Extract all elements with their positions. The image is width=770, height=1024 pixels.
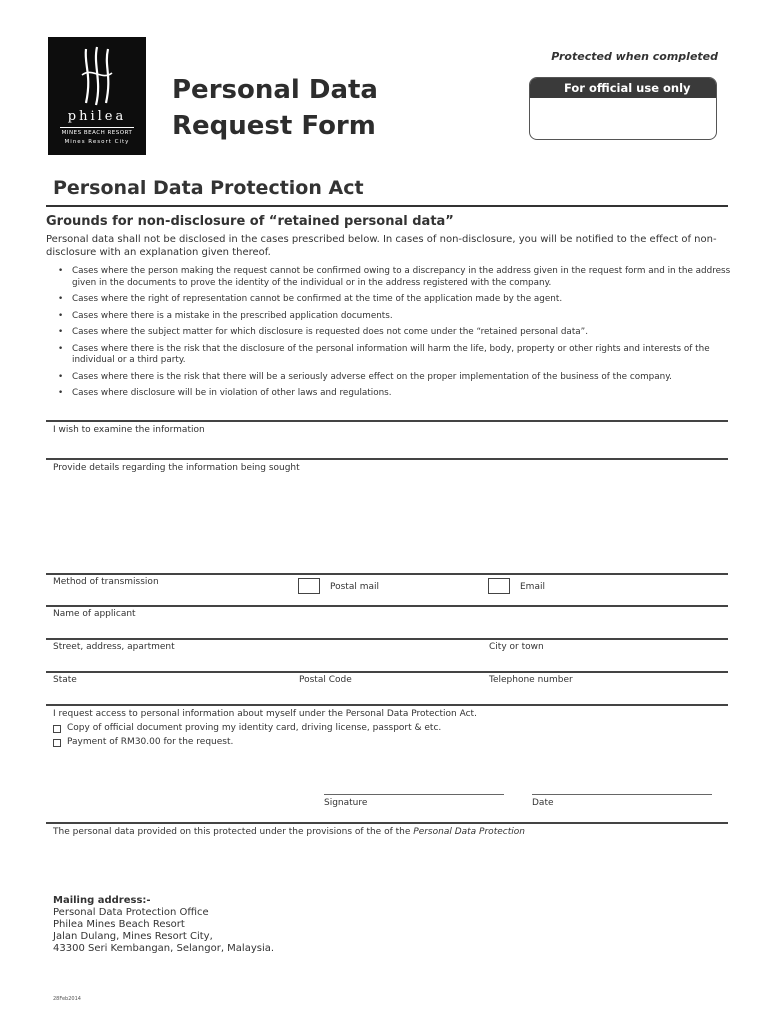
- mailing-line: Jalan Dulang, Mines Resort City,: [53, 931, 213, 942]
- section-divider: [46, 420, 728, 422]
- street-field[interactable]: [46, 653, 476, 669]
- act-title: Personal Data Protection Act: [53, 177, 364, 199]
- postal-mail-checkbox[interactable]: [298, 578, 320, 594]
- signature-line[interactable]: [324, 794, 504, 795]
- list-item: • Cases where the subject matter for which disclosure is requested does not come under the “retained personal data”.: [58, 327, 589, 337]
- phone-label: Telephone number: [489, 675, 573, 685]
- mailing-line: 43300 Seri Kembangan, Selangor, Malaysia.: [53, 943, 275, 954]
- identity-document-label: Copy of official document proving my identity card, driving license, passport & etc.: [67, 723, 442, 733]
- philea-logo: [48, 37, 146, 155]
- official-use-box: [529, 77, 717, 140]
- phone-field[interactable]: [486, 686, 728, 702]
- examine-label: I wish to examine the information: [53, 425, 205, 435]
- form-title-line2: Request Form: [172, 111, 376, 141]
- field-divider: [46, 704, 728, 706]
- examine-field[interactable]: [46, 438, 728, 456]
- street-label: Street, address, apartment: [53, 642, 175, 652]
- postal-mail-label: Postal mail: [330, 582, 379, 592]
- grounds-intro: Personal data shall not be disclosed in the cases prescribed below. In cases of non-disclosure, you will be notified to the effect of non-disclosure with an explanation given thereof.: [46, 234, 717, 258]
- field-divider: [46, 605, 728, 607]
- form-title: [172, 72, 378, 144]
- field-divider: [46, 822, 728, 824]
- date-line[interactable]: [532, 794, 712, 795]
- state-label: State: [53, 675, 77, 685]
- payment-checkbox[interactable]: [53, 739, 61, 747]
- form-title-line1: Personal Data: [172, 75, 378, 105]
- method-label: Method of transmission: [53, 577, 159, 587]
- field-divider: [46, 458, 728, 460]
- details-label: Provide details regarding the information being sought: [53, 463, 300, 473]
- philea-emblem-icon: [78, 45, 116, 107]
- field-divider: [46, 671, 728, 673]
- date-label: Date: [532, 798, 554, 808]
- email-label: Email: [520, 582, 545, 592]
- grounds-title: Grounds for non-disclosure of “retained personal data”: [46, 214, 454, 229]
- field-divider: [46, 638, 728, 640]
- logo-location: Mines Resort City: [64, 139, 130, 145]
- applicant-name-label: Name of applicant: [53, 609, 136, 619]
- logo-subtitle: MINES BEACH RESORT: [61, 130, 133, 136]
- list-item: • Cases where there is the risk that the disclosure of the personal information will harm the life, body, property or other rights and interests of the individual or a third party.: [58, 343, 710, 365]
- postcode-label: Postal Code: [299, 675, 352, 685]
- city-label: City or town: [489, 642, 544, 652]
- official-use-heading: For official use only: [530, 78, 716, 98]
- mailing-line: Philea Mines Beach Resort: [53, 919, 185, 930]
- city-field[interactable]: [486, 653, 728, 669]
- list-item: • Cases where disclosure will be in violation of other laws and regulations.: [58, 388, 392, 398]
- privacy-notice: The personal data provided on this protected under the provisions of the of the Personal Data Protection: [53, 827, 525, 837]
- list-item: • Cases where the right of representation cannot be confirmed at the time of the application made by the agent.: [58, 294, 563, 304]
- state-field[interactable]: [46, 686, 286, 702]
- details-field[interactable]: [46, 476, 728, 570]
- logo-brand-text: philea: [67, 109, 127, 124]
- act-divider: [46, 205, 728, 207]
- identity-document-checkbox[interactable]: [53, 725, 61, 733]
- privacy-notice-act: Personal Data Protection: [413, 827, 525, 837]
- signature-label: Signature: [324, 798, 368, 808]
- request-statement: I request access to personal information about myself under the Personal Data Protection Act.: [53, 709, 477, 719]
- document-code: 28Feb2014: [53, 996, 81, 1002]
- email-checkbox[interactable]: [488, 578, 510, 594]
- field-divider: [46, 573, 728, 575]
- list-item: • Cases where the person making the request cannot be confirmed owing to a discrepancy in the address given in the request form and in the address given in the documents to prove the identity of the individual or in the address registered with the company.: [58, 266, 731, 288]
- mailing-address: [53, 907, 274, 955]
- list-item: • Cases where there is the risk that there will be a seriously adverse effect on the proper implementation of the business of the company.: [58, 371, 672, 382]
- payment-label: Payment of RM30.00 for the request.: [67, 737, 234, 747]
- logo-divider: [60, 127, 134, 128]
- protected-note: Protected when completed: [551, 50, 718, 63]
- grounds-list: [56, 266, 736, 405]
- list-item: • Cases where there is a mistake in the prescribed application documents.: [58, 310, 393, 321]
- applicant-name-field[interactable]: [46, 620, 728, 636]
- mailing-line: Personal Data Protection Office: [53, 907, 209, 918]
- mailing-address-heading: Mailing address:-: [53, 895, 151, 906]
- postcode-field[interactable]: [296, 686, 476, 702]
